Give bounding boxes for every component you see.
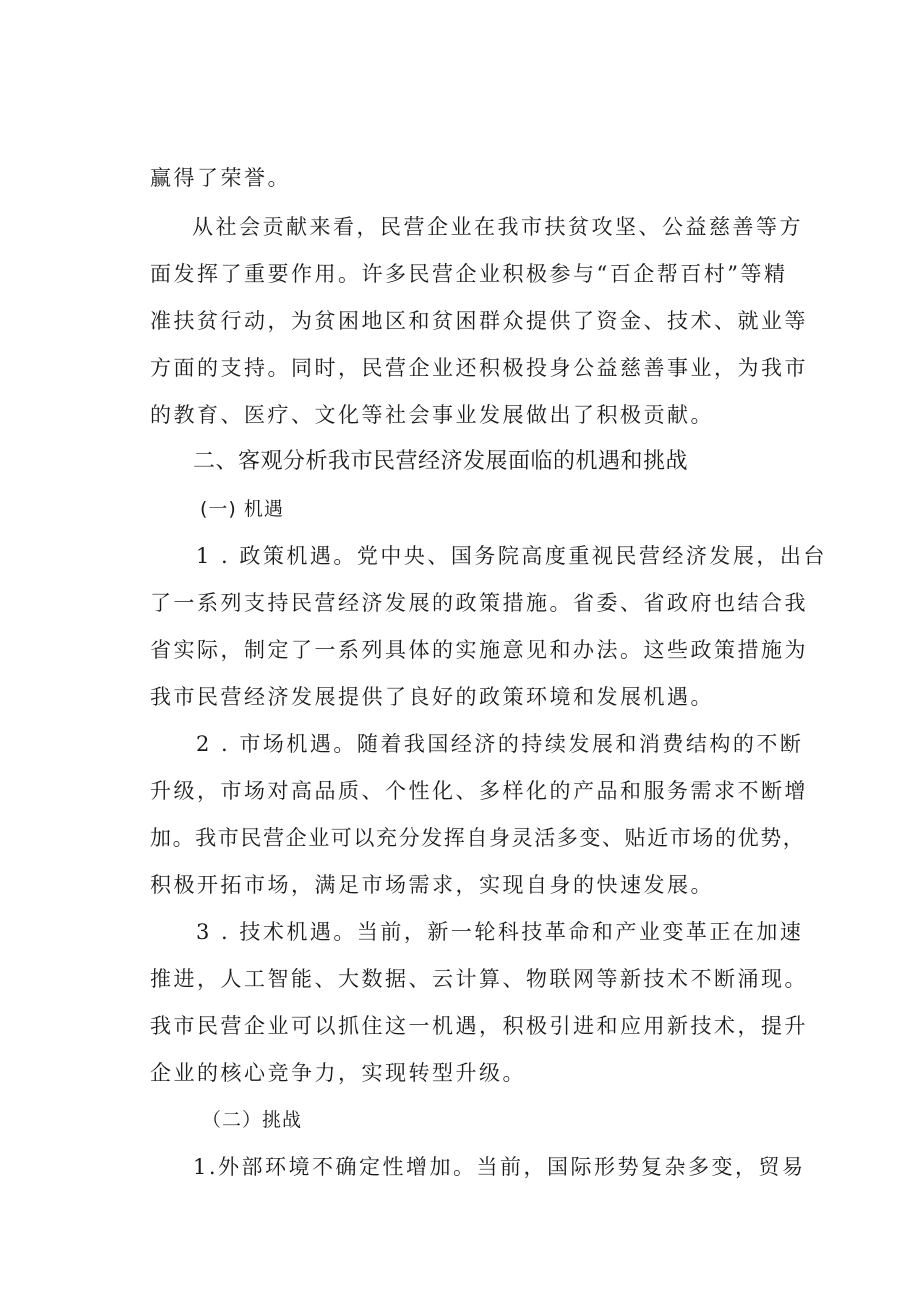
paragraph-line: 方面的支持。同时，民营企业还积极投身公益慈善事业，为我市	[150, 356, 808, 380]
paragraph-line: 2 . 市场机遇。随着我国经济的持续发展和消费结构的不断	[196, 732, 804, 756]
paragraph-line: 积极开拓市场，满足市场需求，实现自身的快速发展。	[150, 873, 714, 897]
paragraph-line: 1 . 政策机遇。党中央、国务院高度重视民营经济发展，出台	[196, 544, 827, 568]
paragraph-line: 我市民营企业可以抓住这一机遇，积极引进和应用新技术，提升	[150, 1014, 808, 1038]
paragraph-line: 推进，人工智能、大数据、云计算、物联网等新技术不断涌现。	[150, 967, 808, 991]
paragraph-line: 我市民营经济发展提供了良好的政策环境和发展机遇。	[150, 685, 714, 709]
paragraph-line: 升级，市场对高品质、个性化、多样化的产品和服务需求不断增	[150, 779, 808, 803]
paragraph-line: 准扶贫行动，为贫困地区和贫困群众提供了资金、技术、就业等	[150, 309, 808, 333]
paragraph-line: 加。我市民营企业可以充分发挥自身灵活多变、贴近市场的优势，	[150, 826, 806, 850]
paragraph-line: 了一系列支持民营经济发展的政策措施。省委、省政府也结合我	[150, 591, 808, 615]
paragraph-line: 1.外部环境不确定性增加。当前，国际形势复杂多变，贸易	[193, 1155, 806, 1179]
paragraph-line: 赢得了荣誉。	[150, 166, 291, 190]
paragraph-line: 的教育、医疗、文化等社会事业发展做出了积极贡献。	[150, 403, 714, 427]
paragraph-line: 从社会贡献来看，民营企业在我市扶贫攻坚、公益慈善等方	[192, 215, 803, 239]
paragraph-line: 省实际，制定了一系列具体的实施意见和办法。这些政策措施为	[150, 638, 808, 662]
section-heading: 二、客观分析我市民营经济发展面临的机遇和挑战	[193, 449, 689, 474]
paragraph-line: 面发挥了重要作用。许多民营企业积极参与“百企帮百村”等精	[150, 262, 788, 286]
paragraph-line: 企业的核心竞争力，实现转型升级。	[150, 1061, 526, 1085]
subsection-heading: （二）挑战	[202, 1109, 303, 1131]
paragraph-line: 3 . 技术机遇。当前，新一轮科技革命和产业变革正在加速	[196, 920, 804, 944]
subsection-heading: (一) 机遇	[200, 498, 284, 520]
